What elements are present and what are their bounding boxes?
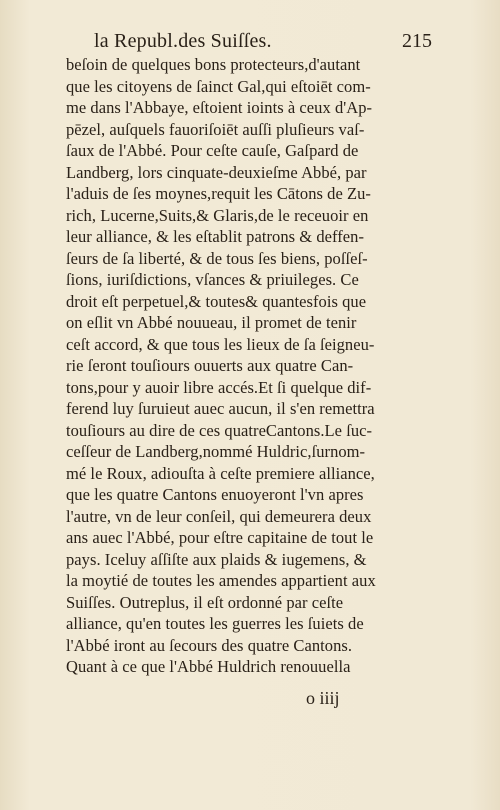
text-line: ans auec l'Abbé, pour eſtre capitaine de tout le: [66, 528, 374, 547]
text-line: l'aduis de ſes moynes,requit les Cātons de Zu-: [66, 184, 371, 203]
text-line: l'autre, vn de leur conſeil, qui demeurera deux: [66, 506, 372, 526]
text-line: leur alliance, & les eſtablit patrons & deffen-: [66, 227, 365, 246]
text-line: Suiſſes. Outreplus, il eſt ordonné par ceſte: [66, 592, 344, 612]
text-line: rie ſeront touſiours ouuerts aux quatre Can-: [66, 356, 354, 375]
text-line: on eſlit vn Abbé nouueau, il promet de tenir: [66, 313, 357, 332]
text-line: la moytié de toutes les amendes appartient aux: [66, 571, 376, 590]
text-line: pays. Iceluy aſſiſte aux plaids & iugemens, &: [66, 549, 367, 569]
page-number: 215: [402, 30, 432, 52]
text-line: ferend luy ſuruieut auec aucun, il s'en remettra: [66, 399, 375, 418]
text-line: beſoin de quelques bons protecteurs,d'autant: [66, 55, 361, 74]
signature-mark: o iiij: [306, 688, 340, 708]
text-line: alliance, qu'en toutes les guerres les ſuiets de: [66, 614, 364, 633]
text-line: Quant à ce que l'Abbé Huldrich renouuella: [66, 657, 351, 676]
running-head: la Republ.des Suiſſes.: [94, 30, 272, 52]
text-line: Landberg, lors cinquate-deuxieſme Abbé, par: [66, 162, 367, 182]
text-line: touſiours au dire de ces quatreCantons.Le ſuc-: [66, 420, 373, 440]
text-line: ceſſeur de Landberg,nommé Huldric,ſurnom-: [66, 442, 366, 461]
text-line: l'Abbé iront au ſecours des quatre Cantons.: [66, 635, 353, 655]
text-line: pēzel, auſquels fauoriſoiēt auſſi pluſieurs vaſ-: [66, 119, 365, 139]
body-text: [66, 54, 402, 678]
text-line: rich, Lucerne,Suits,& Glaris,de le receuoir en: [66, 205, 369, 225]
text-line: ſeurs de ſa liberté, & de tous ſes biens, poſſeſ-: [66, 248, 368, 268]
text-line: ſaux de l'Abbé. Pour ceſte cauſe, Gaſpard de: [66, 141, 359, 160]
text-line: me dans l'Abbaye, eſtoient ioints à ceux d'Ap-: [66, 98, 373, 117]
page-header: [70, 30, 432, 54]
text-line: mé le Roux, adiouſta à ceſte premiere alliance,: [66, 463, 375, 483]
text-line: que les quatre Cantons enuoyeront l'vn apres: [66, 485, 364, 504]
text-line: ceſt accord, & que tous les lieux de ſa ſeigneu-: [66, 334, 375, 354]
text-line: ſions, iuriſdictions, vſances & priuileges. Ce: [66, 270, 359, 289]
text-line: droit eſt perpetuel,& toutes& quantesfois que: [66, 291, 367, 311]
text-line: que les citoyens de ſainct Gal,qui eſtoiēt com-: [66, 76, 371, 96]
text-line: tons,pour y auoir libre accés.Et ſi quelque dif-: [66, 377, 372, 397]
